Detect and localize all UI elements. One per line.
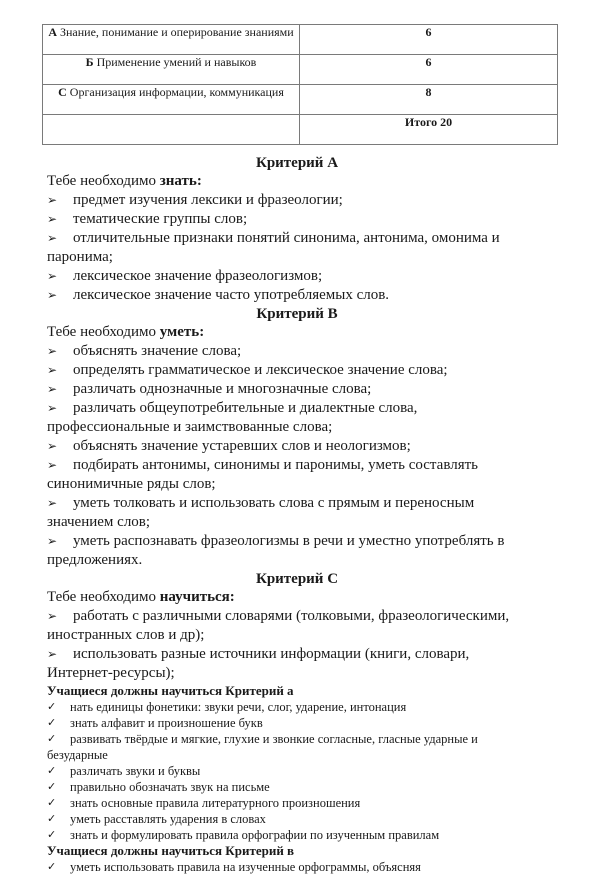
- list-item: [47, 456, 517, 494]
- list-item-text: различать звуки и буквы: [70, 764, 201, 778]
- list-item-text: предмет изучения лексики и фразеологии;: [73, 192, 343, 208]
- list-item-text: развивать твёрдые и мягкие, глухие и звонкие согласные, гласные ударные и безударные: [47, 732, 478, 762]
- criterion-lead: [47, 172, 517, 191]
- learner-heading: Учащиеся должны научиться Критерий в: [47, 843, 295, 858]
- list-item-text: объяснять значение устаревших слов и неологизмов;: [73, 438, 411, 454]
- criterion-section: [47, 154, 517, 305]
- lead-emphasis: уметь:: [159, 324, 205, 340]
- list-item-text: уметь расставлять ударения в словах: [70, 812, 266, 826]
- list-item: [47, 827, 517, 843]
- criterion-letter: А: [48, 25, 57, 39]
- arrow-bullet-icon: ➢: [47, 269, 58, 283]
- document-body: [47, 154, 517, 875]
- list-item: [47, 380, 517, 399]
- arrow-bullet-icon: ➢: [47, 401, 58, 415]
- checkmark-icon: ✓: [47, 780, 57, 793]
- list-item: [47, 715, 517, 731]
- list-item: [47, 361, 517, 380]
- lead-text: Тебе необходимо: [47, 589, 160, 605]
- criterion-cell: [43, 55, 300, 85]
- list-item-text: нать единицы фонетики: звуки речи, слог, ударение, интонация: [70, 700, 407, 714]
- list-item-text: знать основные правила литературного произношения: [70, 796, 361, 810]
- checkmark-icon: ✓: [47, 700, 57, 713]
- list-item: [47, 494, 517, 532]
- table-row: [43, 85, 558, 115]
- arrow-bullet-icon: ➢: [47, 496, 58, 510]
- list-item: [47, 779, 517, 795]
- bullet-list: [47, 607, 517, 683]
- lead-text: Тебе необходимо: [47, 324, 160, 340]
- list-item: [47, 731, 517, 763]
- arrow-bullet-icon: ➢: [47, 212, 58, 226]
- arrow-bullet-icon: ➢: [47, 344, 58, 358]
- list-item: [47, 286, 517, 305]
- list-item-text: уметь толковать и использовать слова с прямым и переносным значением слов;: [47, 495, 475, 530]
- score-table: [42, 24, 558, 145]
- criterion-cell: [43, 25, 300, 55]
- arrow-bullet-icon: ➢: [47, 458, 58, 472]
- checkmark-icon: ✓: [47, 732, 57, 745]
- list-item-text: подбирать антонимы, синонимы и паронимы, уметь составлять синонимичные ряды слов;: [47, 457, 478, 492]
- criterion-label: Организация информации, коммуникация: [69, 85, 284, 99]
- list-item-text: лексическое значение фразеологизмов;: [73, 268, 323, 284]
- arrow-bullet-icon: ➢: [47, 609, 58, 623]
- list-item-text: знать алфавит и произношение букв: [70, 716, 263, 730]
- list-item-text: различать однозначные и многозначные слова;: [73, 381, 372, 397]
- criterion-section: [47, 570, 517, 683]
- bullet-list: [47, 191, 517, 305]
- lead-emphasis: знать:: [159, 173, 202, 189]
- list-item: [47, 191, 517, 210]
- arrow-bullet-icon: ➢: [47, 363, 58, 377]
- list-item-text: правильно обозначать звук на письме: [70, 780, 270, 794]
- list-item: [47, 437, 517, 456]
- learner-section: [47, 683, 517, 843]
- criterion-label: Применение умений и навыков: [96, 55, 257, 69]
- list-item-text: тематические группы слов;: [73, 211, 248, 227]
- arrow-bullet-icon: ➢: [47, 382, 58, 396]
- list-item: [47, 267, 517, 286]
- list-item-text: объяснять значение слова;: [73, 343, 242, 359]
- list-item-text: определять грамматическое и лексическое значение слова;: [73, 362, 448, 378]
- empty-cell: [43, 115, 300, 145]
- learner-heading: Учащиеся должны научиться Критерий а: [47, 683, 294, 698]
- criterion-letter: Б: [85, 55, 94, 69]
- criterion-heading: Критерий В: [256, 306, 338, 322]
- list-item: [47, 342, 517, 361]
- arrow-bullet-icon: ➢: [47, 439, 58, 453]
- criterion-lead: [47, 588, 517, 607]
- checkmark-icon: ✓: [47, 716, 57, 729]
- criterion-heading: Критерий А: [255, 155, 339, 171]
- checkmark-icon: ✓: [47, 812, 57, 825]
- criterion-letter: С: [58, 85, 67, 99]
- list-item-text: уметь использовать правила на изученные орфограммы, объясняя: [70, 860, 421, 874]
- total-cell: Итого 20: [300, 115, 558, 145]
- list-item-text: различать общеупотребительные и диалектные слова, профессиональные и заимствованные слова;: [47, 400, 418, 435]
- list-item-text: лексическое значение часто употребляемых слов.: [73, 287, 390, 303]
- list-item-text: знать и формулировать правила орфографии по изученным правилам: [70, 828, 440, 842]
- score-cell: 6: [300, 55, 558, 85]
- arrow-bullet-icon: ➢: [47, 647, 58, 661]
- list-item-text: уметь распознавать фразеологизмы в речи и уместно употреблять в предложениях.: [47, 533, 505, 568]
- table-row: [43, 115, 558, 145]
- table-row: [43, 25, 558, 55]
- list-item: [47, 795, 517, 811]
- arrow-bullet-icon: ➢: [47, 534, 58, 548]
- list-item: [47, 811, 517, 827]
- score-cell: 8: [300, 85, 558, 115]
- list-item-text: использовать разные источники информации (книги, словари, Интернет-ресурсы);: [47, 646, 470, 681]
- check-list: [47, 699, 517, 843]
- arrow-bullet-icon: ➢: [47, 231, 58, 245]
- lead-text: Тебе необходимо: [47, 173, 160, 189]
- lead-emphasis: научиться:: [159, 589, 235, 605]
- criterion-cell: [43, 85, 300, 115]
- bullet-list: [47, 342, 517, 570]
- criterion-heading: Критерий С: [255, 571, 339, 587]
- checkmark-icon: ✓: [47, 796, 57, 809]
- checkmark-icon: ✓: [47, 860, 57, 873]
- list-item: [47, 763, 517, 779]
- list-item: [47, 699, 517, 715]
- check-list: [47, 859, 517, 875]
- checkmark-icon: ✓: [47, 828, 57, 841]
- list-item-text: отличительные признаки понятий синонима, антонима, омонима и паронима;: [47, 230, 500, 265]
- learner-section: [47, 843, 517, 875]
- checkmark-icon: ✓: [47, 764, 57, 777]
- criterion-lead: [47, 323, 517, 342]
- criterion-section: [47, 305, 517, 570]
- table-row: [43, 55, 558, 85]
- arrow-bullet-icon: ➢: [47, 288, 58, 302]
- list-item-text: работать с различными словарями (толковыми, фразеологическими, иностранных слов и др);: [47, 608, 510, 643]
- list-item: [47, 607, 517, 645]
- list-item: [47, 229, 517, 267]
- score-cell: 6: [300, 25, 558, 55]
- criterion-label: Знание, понимание и оперирование знаниями: [60, 25, 294, 39]
- list-item: [47, 859, 517, 875]
- list-item: [47, 645, 517, 683]
- list-item: [47, 210, 517, 229]
- list-item: [47, 399, 517, 437]
- arrow-bullet-icon: ➢: [47, 193, 58, 207]
- list-item: [47, 532, 517, 570]
